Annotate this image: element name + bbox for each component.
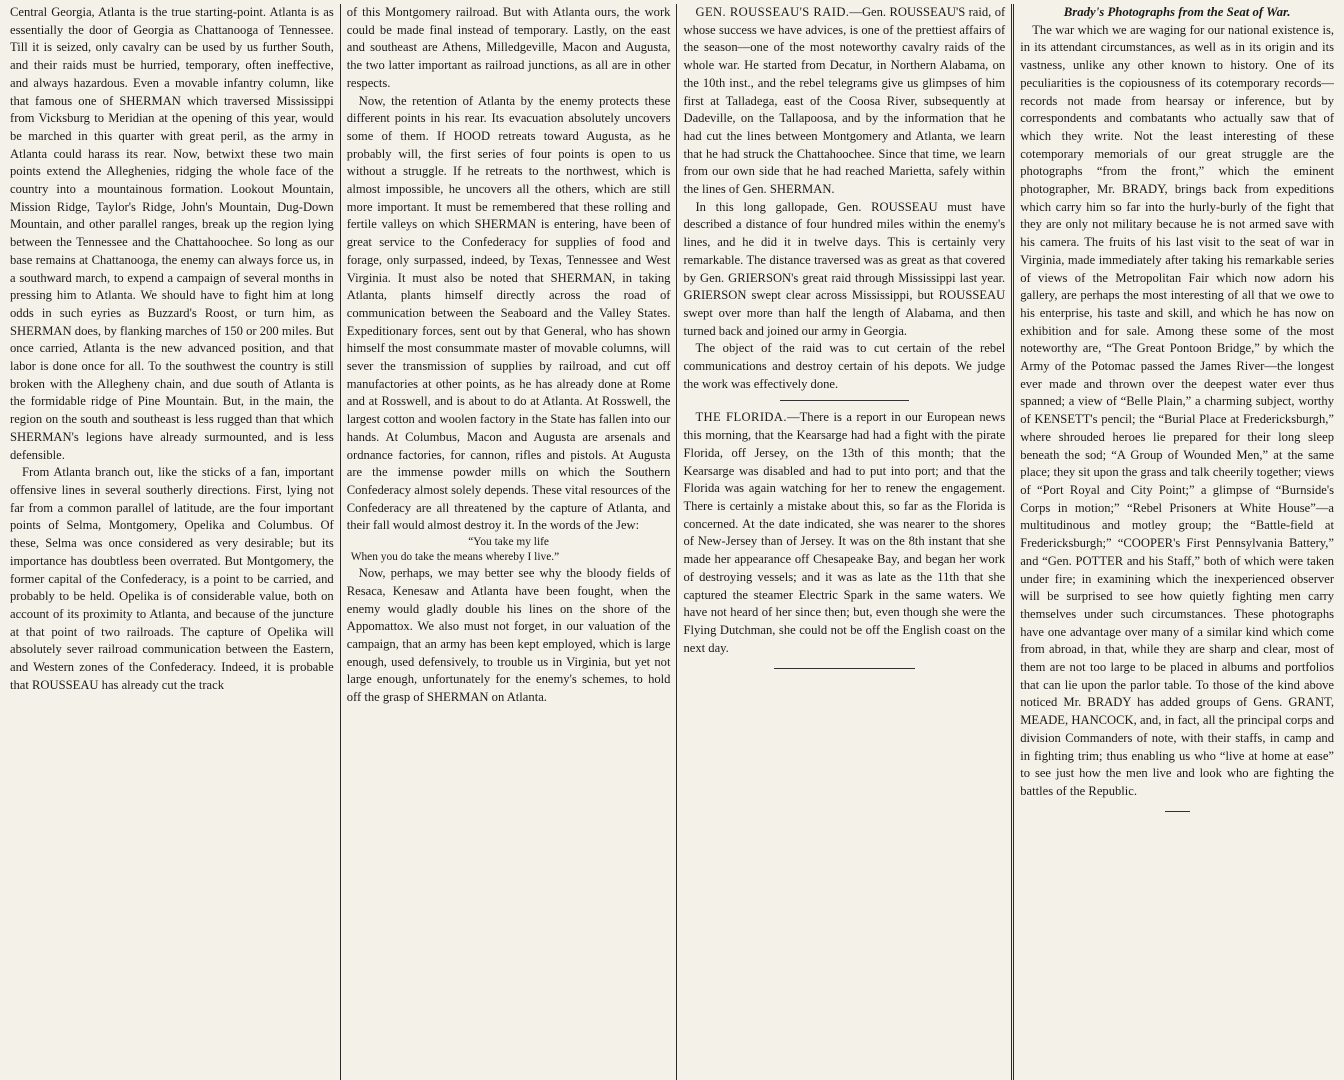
brady-paragraph: The war which we are waging for our national existence is, in its attendant circumstances, as well as in its origin and its vastness, unlike any other known to history. One of its peculiarities is the copiousness of its cotemporary records—records not made from hearsay or inference, but by correspondents and combatants who actually saw that of which they write. Not the least interesting of these cotemporary memorials of our great struggle are the photographs “from the front,” which the eminent photographer, Mr. BRADY, brings back from expeditions which carry him so far into the hurly-burly of the fight that they are only not military because he is not armed save with his camera. The fruits of his last visit to the seat of war in Virginia, made immediately after taking his remarkable series of views of the Metropolitan Fair which now adorn his gallery, are perhaps the most interesting of all that we owe to his enterprise, his taste and skill, and which he has now on exhibition and for sale. Among these some of the most noteworthy are, “The Great Pontoon Bridge,” by which the Army of the Potomac passed the James River—the longest ever made and thrown over the deepest water ever thus spanned; a view of “Belle Plain,” a charming subject, worthy of KENSETT's pencil; the “Burial Place at Fredericksburgh,” where shrouded heroes lie prepared for their long sleep beneath the sod; “A Group of Wounded Men,” at the same place; they sit upon the grass and talk cheerily together; views of “Port Royal and City Point;” a glimpse of “Burnside's Corps in motion;” “Rebel Prisoners at White House”—a multitudinous and motley group; the “Battle-field at Fredericksburgh;” “COOPER's First Pennsylvania Battery,” and “Gen. POTTER and his Staff,” both of which were taken under fire; in examining which the inexperienced observer will be surprised to see how quietly fighting men carry themselves under such circumstances. These photographs have one advantage over many of a similar kind which come from abroad, in that, while they are sharp and clear, most of them are not too large to be placed in albums and portfolios that can lie upon the parlor table. To those of the kind above noticed Mr. BRADY has added groups of Gens. GRANT, MEADE, HANCOCK, and, in fact, all the principal corps and division Commanders of note, with their staffs, in camp and in fighting trim; thus enabling us who “live at home at ease” to see just how the men live and look who are fighting the battles of the Republic. bbox=[1020, 22, 1335, 798]
col2-paragraph-2: Now, the retention of Atlanta by the enemy protects these different points in his rear. Its evacuation absolutely uncovers some of them. If HOOD retreats toward Augusta, as he probably will, the first series of four points is open to us without a struggle. If he retreats to the northwest, which is almost impossible, he uncovers all the others, which are still more important. It must be remembered that these rolling and fertile valleys on which SHERMAN is entering, have been of great service to the Confederacy for supplies of food and forage, only surpassed, indeed, by Texas, Tennessee and West Virginia. It must also be noted that SHERMAN, in taking Atlanta, plants himself directly across the road of communication between the Seaboard and the Valley States. Expeditionary forces, sent out by that General, who has shown himself the most consummate master of movable columns, will sever the transmission of supplies by railroad, and cut off manufactories at other points, as he has already done at Rome and at Rosswell, and is about to do at Atlanta. At Rosswell, the largest cotton and woolen factory in the State has fallen into our hands. At Columbus, Macon and Augusta are arsenals and ordnance factories, for cannon, rifles and pistols. At Augusta are the immense powder mills on which the Southern Confederacy almost solely depends. These vital resources of the Confederacy are all threatened by the capture of Atlanta, and their fall would almost destroy it. In the words of the Jew: bbox=[346, 93, 671, 533]
column-3 bbox=[677, 4, 1011, 1080]
article-end-rule bbox=[683, 659, 1005, 677]
col1-paragraph-1: Central Georgia, Atlanta is the true starting-point. Atlanta is as essentially the door of Georgia as Chattanooga of Tennessee. Till it is seized, only cavalry can be used by us further South, and their raids must be hurried, temporary, often ineffective, and always hazardous. Even a movable infantry column, like that famous one of SHERMAN which traversed Mississippi from Vicksburg to Meridian at the opening of this year, would be marched in this quarter with great peril, as the army in Atlanta could harass its rear. Now, betwixt these two main points extend the Alleghenies, ridging the whole face of the country into a mountainous formation. Lookout Mountain, Mission Ridge, Taylor's Ridge, John's Mountain, Dug-Down Mountain, and other parallel ranges, break up the region lying between the Tennessee and the Chattahoochee. So long as our base remains at Chattanooga, the enemy can always force us, in a southward march, to expend a campaign of several months in pressing him to Atlanta. We should have to fight him at long odds in such eyries as Buzzard's Roost, or turn him, as SHERMAN does, by flanking marches of 150 or 200 miles. But once carried, Atlanta is the new advanced position, and that labor is done once for all. To the southwest the country is still broken with the Allegheny chain, and due south of Atlanta is the formidable ridge of Pine Mountain. But, in the main, the region on the south and southeast is less rugged than that which SHERMAN's legions have already surmounted, and is less defensible. bbox=[10, 5, 334, 462]
rousseau-raid-paragraph-3: The object of the raid was to cut certain of the rebel communications and destroy certain of his depots. We judge the work was effectively done. bbox=[683, 341, 1006, 391]
shakespeare-quote-line-1: “You take my life bbox=[468, 536, 549, 549]
rousseau-raid-paragraph-2: In this long gallopade, Gen. ROUSSEAU must have described a distance of four hundred miles within the enemy's lines, and he did it in twelve days. This is certainly very remarkable. The distance traversed was as great as that covered by Gen. GRIERSON's great raid through Mississippi last year. GRIERSON swept clear across Mississippi, but ROUSSEAU swept over more than half the length of Alabama, and then turned back and joined our army in Georgia. bbox=[683, 199, 1006, 338]
florida-text: —There is a report in our European news this morning, that the Kearsarge had had a fight with the pirate Florida, off Jersey, on the 13th of this month; that the Kearsarge was disabled and had to put into port; and that the Florida was again watching for her to renew the engagement. There is certainly a mistake about this, so far as the Florida is concerned. At the date indicated, she was nearer to the shores of New-Jersey than of Jersey. It was on the 8th instant that she made her appearance off Chesapeake Bay, and began her work of destroying vessels; and it was as late as the 11th that she captured the steamer Electric Spark in the same waters. We have not heard of her since then; but, even though she were the Flying Dutchman, she could not be off the English coast on the next day. bbox=[683, 410, 1006, 655]
florida-paragraph bbox=[683, 409, 1005, 657]
column-4 bbox=[1014, 4, 1340, 1080]
florida-heading: THE FLORIDA. bbox=[695, 410, 787, 425]
article-separator bbox=[780, 400, 909, 401]
column-2 bbox=[341, 4, 677, 1080]
col2-paragraph-1: of this Montgomery railroad. But with Atlanta ours, the work could be made final instead of temporary. Lastly, on the east and southeast are Athens, Milledgeville, Macon and Augusta, the two latter important as railroad junctions, as all are in other respects. bbox=[346, 5, 671, 90]
article-end-rule-2 bbox=[1020, 803, 1334, 821]
col2-paragraph-3: Now, perhaps, we may better see why the bloody fields of Resaca, Kenesaw and Atlanta have been fought, when the enemy would gladly double his lines on the shore of the Appomattox. We also must not forget, in our valuation of the campaign, that an army has been kept employed, which is large enough, used defensively, to trouble us in Virginia, but yet not large enough, unfortunately for the enemy's schemes, to hold off the grasp of SHERMAN on Atlanta. bbox=[346, 566, 671, 705]
col1-paragraph-2: From Atlanta branch out, like the sticks of a fan, important offensive lines in several southerly directions. First, lying not far from a common parallel of latitude, are the four important points of Selma, Montgomery, Opelika and Columbus. Of these, Selma was once considered as very desirable; but its importance has doubtless been overrated. But Montgomery, the former capital of the Confederacy, is a point to be carried, and probably to be held. Opelika is of considerable value, both on account of its proximity to Atlanta, and because of the juncture at that point of two railroads. The capture of Opelika will absolutely sever railroad communication between the Eastern, and Western zones of the Confederacy. Indeed, it is probable that ROUSSEAU has already cut the track bbox=[10, 465, 334, 692]
rousseau-raid-paragraph-1 bbox=[683, 4, 1005, 199]
column-1 bbox=[4, 4, 340, 1080]
shakespeare-quote-line-2: When you do take the means whereby I live.” bbox=[350, 551, 560, 564]
brady-heading: Brady's Photographs from the Seat of War. bbox=[1063, 5, 1291, 19]
rousseau-raid-heading: GEN. ROUSSEAU'S RAID. bbox=[695, 5, 850, 19]
rousseau-raid-text-1: —Gen. ROUSSEAU'S raid, of whose success we have advices, is one of the prettiest affairs of the season—one of the most noteworthy cavalry raids of the whole war. He started from Decatur, in Northern Alabama, on the 10th inst., and the rebel telegrams give us glimpses of him first at Talladega, east of the Coosa River, subsequently at Dadeville, on the Tallapoosa, and by the information that he had cut the lines between Montgomery and Atlanta, we learn that he had struck the Chattahoochee. Since that time, we learn from our own side that he had reached Marietta, safely within the lines of Gen. SHERMAN. bbox=[683, 5, 1006, 197]
